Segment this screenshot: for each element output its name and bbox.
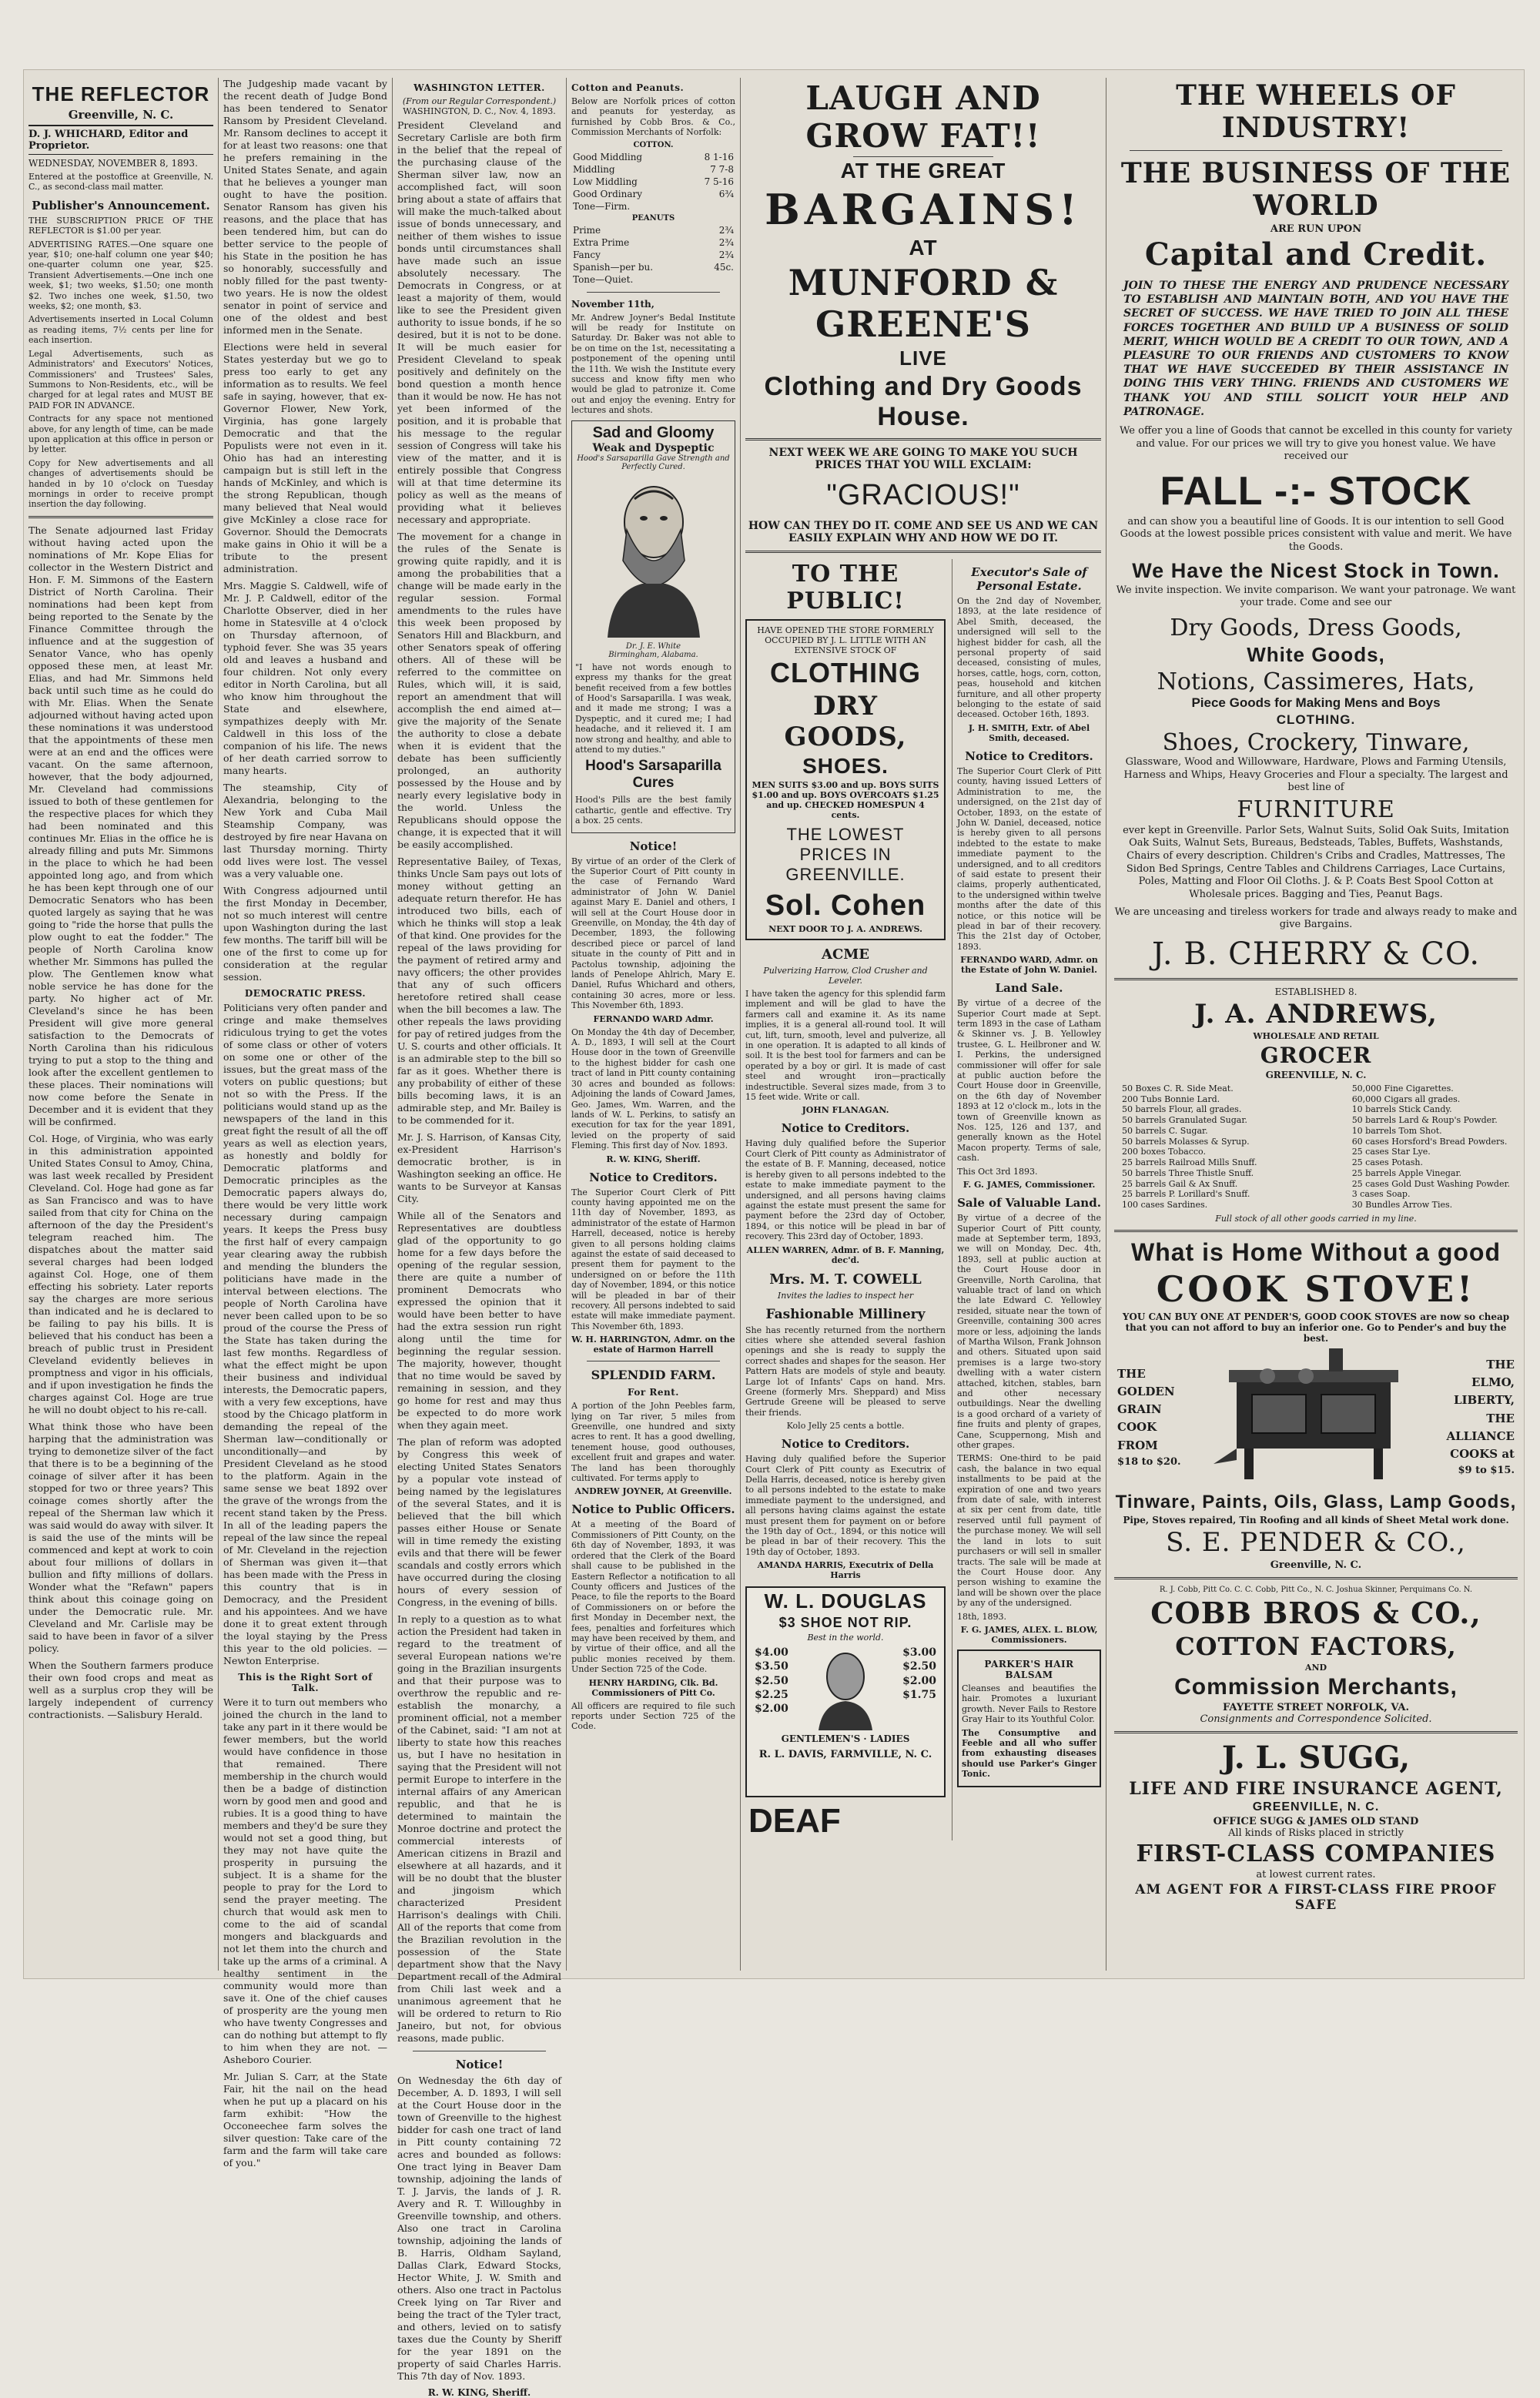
- next-door: NEXT DOOR TO J. A. ANDREWS.: [768, 924, 922, 934]
- pender-name: S. E. PENDER & CO.,: [1166, 1526, 1466, 1558]
- officers-heading: Notice to Public Officers.: [571, 1502, 735, 1517]
- sugg-agent: LIFE AND FIRE INSURANCE AGENT,: [1129, 1778, 1503, 1799]
- list-item: 25 cases Potash.: [1351, 1157, 1423, 1167]
- to-the-public: TO THE PUBLIC!: [786, 561, 905, 615]
- column-5-6-header: [741, 78, 1106, 1971]
- and-text: AND: [1304, 1662, 1327, 1673]
- parker-heading: PARKER'S HAIR BALSAM: [984, 1658, 1074, 1680]
- live-text: LIVE: [899, 347, 947, 370]
- list-item: 200 boxes Tobacco.: [1122, 1147, 1206, 1157]
- washington-letter-heading: WASHINGTON LETTER.: [413, 82, 545, 93]
- commission-merchants: Commission Merchants,: [1174, 1673, 1458, 1700]
- table-row: Prime 2¾: [573, 224, 734, 236]
- furniture-word: FURNITURE: [1237, 795, 1395, 823]
- table-row: Fancy 2¾: [573, 249, 734, 260]
- piece-goods-line: Piece Goods for Making Mens and Boys: [1191, 695, 1441, 710]
- notice-heading: Notice!: [455, 2058, 504, 2071]
- cotton-prices-table: [571, 151, 735, 213]
- list-item: 50,000 Fine Cigarettes.: [1351, 1083, 1454, 1094]
- list-item: 30 Bundles Arrow Ties.: [1351, 1200, 1453, 1210]
- list-item: 25 cases Star Lye.: [1351, 1147, 1431, 1157]
- executor-heading: Executor's Sale of Personal Estate.: [971, 565, 1087, 593]
- article-congress: With Congress adjourned until the first Monday in December, not so much interest will centre upon Washington during the last few months. The tariff bill will be one of the first to come up for consideration at the regular session.: [223, 885, 387, 983]
- inventory-right: [1352, 1083, 1510, 1211]
- editor-line: D. J. WHICHARD, Editor and Proprietor.: [28, 125, 213, 155]
- divider: [745, 438, 1101, 440]
- stove-brands-right: THE ELMO, LIBERTY, THE ALLIANCE COOKS at $9 to $15.: [1446, 1357, 1515, 1477]
- table-row: Low Middling 7 5-16: [573, 176, 734, 187]
- cherry-name: J. B. CHERRY & CO.: [1151, 936, 1481, 972]
- dry-goods-line: Dry Goods, Dress Goods,: [1170, 614, 1462, 641]
- land-sale-text: By virtue of a decree of the Superior Court made at Sept. term 1893 in the case of Latham & Skinner vs. J. B. Yellowley trustee, G. L. Heilbroner and W. I. Perkins, the undersigned commissioner will offer for sale at public auction before the Court House door in Greenville, on the 6th day of November 1893 at 12 o'clock m., lots in the town of Greenville known as Nos. 125, 126 and 137, and generally known as the Hotel Macon property. Terms of sale, cash.: [957, 998, 1101, 1164]
- divider: [745, 551, 1101, 553]
- inventory-left: [1122, 1083, 1257, 1211]
- suits-prices: MEN SUITS $3.00 and up. BOYS SUITS $1.00 and up. BOYS OVERCOATS $1.25 and up. CHECKED HOMESPUN 4 cents.: [752, 780, 939, 820]
- cook-stove: COOK STOVE!: [1156, 1268, 1476, 1310]
- douglas-tag: GENTLEMEN'S · LADIES: [781, 1733, 910, 1745]
- table-row: Spanish—per bu. 45c.: [573, 261, 734, 273]
- millinery-text: She has recently returned from the northern cities where she attended several fashion openings and she is ready to supply the correct shades and shapes for the season. Her Pattern Hats are models of style and beauty. Large lot of Infants' Caps on hand. Mrs. Greene (formerly Mrs. Sheppard) and Miss Gertrude Greene will be pleased to serve their friends.: [745, 1325, 946, 1418]
- business-headline: THE BUSINESS OF THE WORLD: [1120, 157, 1512, 222]
- fayette-address: FAYETTE STREET NORFOLK, VA.: [1222, 1701, 1410, 1713]
- nov11-heading: November 11th,: [571, 298, 654, 310]
- cobb-name: COBB BROS & CO.,: [1150, 1595, 1481, 1630]
- newspaper-page: [23, 69, 1525, 2398]
- article-hoge: Col. Hoge, of Virginia, who was early in this administration appointed United States Consul to Amoy, China, was last week recalled by President Cleveland. Col. Hoge had gone as far as San Francisco and was to have sailed from that city for China on the afternoon of the day the President's telegram reached him. The dispatches about the matter said several charges had been lodged against Col. Hoge, one of them effecting his sobriety. Later reports say the charges are more serious than indicated and he is declared to be failing to pay his bills. It is believed that his conduct has been a breach of public trust in President Cleveland evidently believes in promptness and vigor in his officials, and if upon investigation he finds the charges against Col. Hoge are true he will no doubt object to his re-call.: [28, 1132, 213, 1415]
- portrait-icon: [811, 1646, 880, 1730]
- peanut-prices-table: [571, 224, 735, 286]
- column-6: [952, 559, 1101, 1840]
- notice-text: By virtue of an order of the Clerk of the Superior Court of Pitt county in the case of Fernando Ward administrator of John W. Daniel against Mary E. Daniel and others, I will sell at the Court House door in Greenville, on Monday, the 4th day of December, 1893, the following described piece or parcel of land situate in the county of Pitt and in Pactolus township, adjoining the lands of Penelope Ahlrich, Mary E. Daniel, Rufus Whichard and others, containing 30 acres, more or less. This November 6th, 1893.: [571, 856, 735, 1011]
- officers-signature: HENRY HARDING, Clk. Bd. Commissioners of Pitt Co.: [588, 1677, 718, 1698]
- douglas-caption: Best in the world.: [807, 1633, 884, 1643]
- farm-subheading: For Rent.: [628, 1387, 679, 1398]
- creditors-text: Having duly qualified before the Superior Court Clerk of Pitt county as Administrator of the estate of B. F. Manning, deceased, notice is hereby given to all persons indebted to the estate to make immediate payment to the undersigned, and all persons having claims against the estate must present the same for payment before the 23rd day of October, 1894, or this notice will be plead in bar of recovery. This 23rd day of October, 1893.: [745, 1138, 946, 1242]
- creditors-heading: Notice to Creditors.: [589, 1170, 718, 1184]
- farm-signature: ANDREW JOYNER, At Greenville.: [574, 1486, 732, 1497]
- article-senate: The Senate adjourned last Friday without having acted upon the nominations of Mr. Kope Elias for collector in the Western District and Hon. F. M. Simmons of the Eastern District of North Carolina. Their nominations had been kept from being reported to the Senate by the Finance Committee through the influence and at the suggestion of Senator Vance, who has openly opposed these men, at least Mr. Elias, and had Mr. Simmons held back until such time as he could do with Mr. Elias. When the Senate adjourned without having acted upon these nominations it was understood that the appointments of these men were at an end and the offices were vacant. On the same afternoon, however, that the body adjourned, Mr. Cleveland had commissions issued to both of these gentlemen for the respective places for which they had been nominated and this continues Mr. Elias in the office he is already filling and puts Mr. Simmons in the place to which he had been appointed long ago, and from which he has been kept through one of our Democratic Senators who has been quoted largely as saying that he was going to "ride the horse that pulls the plow ought to eat the fodder." The people of North Carolina know whether Mr. Simmons has pulled the plow. The Gentlemen know what noble service he has done for the party. No higher act of Mr. Cleveland's since he has been President will give more general satisfaction to the Democrats of North Carolina than his ridiculous trying to put a stop to the thing and look after the excellent gentlemen to these places. Their nominations will now come before the Senate in December and it is evident that they will be confirmed.: [28, 524, 213, 1127]
- fire-proof-safe: AM AGENT FOR A FIRST-CLASS FIRE PROOF SAFE: [1135, 1881, 1497, 1913]
- wheels-headline: THE WHEELS OF INDUSTRY!: [1176, 79, 1456, 144]
- washington-p6: The plan of reform was adopted by Congress this week of electing United States Senators by a popular vote instead of being named by the legislatures of the several States, and it is believed that the bill which passes either House or Senate will in time remedy the existing evils and that there will be fewer scandals and costly errors which have occurred during the closing hours of every session of Congress, in the evening of bills.: [397, 1436, 561, 1608]
- notice-signature: FERNANDO WARD Admr.: [593, 1013, 714, 1024]
- established: ESTABLISHED 8.: [1274, 986, 1358, 997]
- column-1: [24, 78, 218, 1971]
- divider: [1114, 1731, 1518, 1733]
- washington-p5: While all of the Senators and Representatives are doubtless glad of the opportunity to go home for a few days before the opening of the regular session, there are quite a number of prominent Democrats who expressed the opinion that it would have been better to have had the extra session run right along until the time for beginning the regular session. The majority, however, thought that no time would be saved by remaining in session, and they go home for rest and may thus be expected to do more work when they again meet.: [397, 1210, 561, 1431]
- clothing-line: CLOTHING.: [1276, 712, 1356, 727]
- lowest-prices: THE LOWEST PRICES IN GREENVILLE.: [785, 825, 906, 884]
- acme-signature: JOHN FLANAGAN.: [802, 1105, 889, 1116]
- list-item: 50 barrels Granulated Sugar.: [1122, 1115, 1247, 1125]
- divider: [1114, 978, 1518, 980]
- sarsaparilla-ad: [571, 420, 735, 833]
- cotton-heading: Cotton and Peanuts.: [571, 82, 685, 93]
- article-carr: Mr. Julian S. Carr, at the State Fair, hit the nail on the head when he put up a placard on his farm exhibit: "How the Occoneechee farm solves the silver question: Take care of the farm and the farm will take care of you.": [223, 2071, 387, 2169]
- table-row: Middling 7 7-8: [573, 163, 734, 175]
- table-row: Tone—Firm.: [573, 200, 631, 212]
- sugg-town: GREENVILLE, N. C.: [1252, 1800, 1380, 1814]
- list-item: 25 barrels Apple Vinegar.: [1351, 1167, 1462, 1178]
- millinery-heading: Mrs. M. T. COWELL: [769, 1271, 922, 1288]
- cotton-intro: Below are Norfolk prices of cotton and peanuts for yesterday, as furnished by Cobb Bros. & Co., Commission Merchants of Norfolk:: [571, 96, 735, 138]
- publisher-announcement-heading: Publisher's Announcement.: [32, 198, 210, 213]
- join-text: JOIN TO THESE THE ENERGY AND PRUDENCE NECESSARY TO ESTABLISH AND MAINTAIN BOTH, AND YOU HAVE THE SECRET OF SUCCESS. WE HAVE TRIED TO JOIN ALL THESE FORCES TOGETHER AND BUILD UP A BUSINESS OF SOLID MERIT, WHICH WOULD BE A CREDIT TO OUR TOWN, AND A PLEASURE TO OUR FRIENDS AND CUSTOMERS TO KNOW THAT WE HAVE SUCCEEDED BY THEIR ASSISTANCE IN DOING THIS VERY THING. FRIENDS AND CUSTOMERS WE THANK YOU AND STILL SOLICIT YOUR HELP AND PATRONAGE.: [1123, 280, 1508, 418]
- column-7: [1106, 78, 1525, 1971]
- run-upon: ARE RUN UPON: [1270, 223, 1362, 235]
- democratic-press-heading: DEMOCRATIC PRESS.: [244, 988, 367, 999]
- dateline-place: Greenville, N. C.: [68, 108, 174, 122]
- executor-text: On the 2nd day of November, 1893, at the late residence of Abel Smith, deceased, the undersigned will sell to the highest bidder for cash, all the personal property of said deceased, consisting of mules, horses, cattle, hogs, corn, cotton, peas, household and kitchen furniture, and all other property belonging to the estate of said deceased. October 16th, 1893.: [957, 596, 1101, 720]
- divider: [1114, 1230, 1518, 1232]
- subscription-price: THE SUBSCRIPTION PRICE OF THE REFLECTOR is $1.00 per year.: [28, 215, 213, 236]
- table-row: Extra Prime 2¾: [573, 236, 734, 248]
- opened-text: HAVE OPENED THE STORE FORMERLY OCCUPIED BY J. L. LITTLE WITH AN EXTENSIVE STOCK OF: [757, 625, 934, 655]
- portrait-engraving: [596, 476, 711, 638]
- millinery-subheading: Fashionable Millinery: [765, 1306, 926, 1322]
- lowest-rates: at lowest current rates.: [1256, 1868, 1376, 1881]
- dry-goods-word: DRY GOODS,: [784, 691, 907, 752]
- millinery-note: Kolo Jelly 25 cents a bottle.: [786, 1421, 905, 1432]
- nicest-stock: We Have the Nicest Stock in Town.: [1132, 558, 1500, 582]
- article-right-sort: Were it to turn out members who joined the church in the land to take any part in it there would be fewer members, but the world would have confidence in those that remained. There membership in the church would then be a badge of distinction worn by good men and good and rubies. It is a good thing to have members and they'd be sure they would not set a good thing, but they may not have quite the prosperity in pursuing the subject. It is a shame for the people to pray for the Lord to send the prayer meeting. The church that would ask men to come to the aid of scandal mongers and blackguards and not let them into the church and take up the arms of a criminal. A healthy sentiment in the community would more than save it. One of the chief causes of prosperity are the young men who have twenty Congresses and can do nothing but attempt to fly to him when they are not. —Asheboro Courier.: [223, 1696, 387, 2065]
- stove-icon: [1214, 1348, 1414, 1487]
- show-text: and can show you a beautiful line of Goods. It is our intention to sell Good Goods at the lowest possible prices consistent with value and merit. We have the Goods.: [1120, 515, 1512, 553]
- article-silver: What think those who have been harping that the administration was trying to demonetize silver of the fact that there is to be a beginning of the coinage of silver after it has been stopped for two or three years? This coinage comes shortly after the repeal of the Sherman law which it was said would do away with silver. It is said the use of the mints will be commenced and kept at work to coin about four millions of dollars in bullion and fifty millions of dollars. Wonder what the "Refawn" papers think about this coinage going on under the Democratic rule. Mr. Cleveland and Mr. Carlisle may be said to have been in favor of a silver policy.: [28, 1420, 213, 1654]
- creditors-text: The Superior Court Clerk of Pitt county, having issued Letters of Administration to me, the undersigned, on the 21st day of October, 1893, on the estate of John W. Daniel, deceased, notice is hereby given to all persons indebted to the estate to make immediate payment to the undersigned, and to all creditors of said estate to present their claims, properly authenticated, to the undersigned within twelve months after the date of this notice, or this notice will be plead in bar of their recovery. This the 21st day of October, 1893.: [957, 765, 1101, 952]
- masthead: THE REFLECTOR: [32, 82, 210, 105]
- how-can-text: HOW CAN THEY DO IT. COME AND SEE US AND WE CAN EASILY EXPLAIN WHY AND HOW WE DO IT.: [748, 520, 1099, 544]
- list-item: 25 barrels Railroad Mills Snuff.: [1122, 1157, 1257, 1167]
- list-item: 100 cases Sardines.: [1122, 1200, 1208, 1210]
- next-week-text: NEXT WEEK WE ARE GOING TO MAKE YOU SUCH PRICES THAT YOU WILL EXCLAIM:: [768, 447, 1078, 471]
- dateline: WASHINGTON, D. C., Nov. 4, 1893.: [403, 106, 556, 116]
- douglas-prices-left: $4.00 $3.50 $2.50 $2.25 $2.00: [755, 1646, 788, 1715]
- divider: [1130, 150, 1502, 151]
- can-buy-text: YOU CAN BUY ONE AT PENDER'S, GOOD COOK STOVES are now so cheap that you can not afford to buy an inferior one. Go to Pender's and buy the best.: [1122, 1311, 1510, 1344]
- list-item: 10 barrels Tom Shot.: [1351, 1125, 1442, 1136]
- douglas-subheading: $3 SHOE NOT RIP.: [778, 1615, 912, 1631]
- portrait-caption: Dr. J. E. White: [625, 641, 681, 651]
- parker-consumptive: The Consumptive and Feeble and all who suffer from exhausting diseases should use Parker's Ginger Tonic.: [962, 1727, 1096, 1780]
- shoes-line: Shoes, Crockery, Tinware,: [1162, 728, 1470, 756]
- table-row: Good Ordinary 6¾: [573, 188, 734, 199]
- list-item: 50 barrels Flour, all grades.: [1122, 1104, 1242, 1115]
- sol-cohen: Sol. Cohen: [765, 889, 926, 922]
- article-judgeship: The Judgeship made vacant by the recent death of Judge Bond has been tendered to Senator Ransom by President Cleveland. Mr. Ransom declines to accept it for at least two reasons: one that he prefers remaining in the United States Senate, and again that he believes a younger man ought to have the position. Senator Ransom has given his reasons, and the place that has been tendered him, but can do better service to the people of his State in the position he has so honorably, successfully and nobly filled for the past twenty-two years. He is now the oldest senator in point of service and one of the oldest and best informed men in the Senate.: [223, 78, 387, 336]
- list-item: 25 barrels P. Lorillard's Snuff.: [1122, 1189, 1250, 1200]
- creditors2-text: Having duly qualified before the Superior Court Clerk of Pitt county as Executrix of Della Harris, deceased, notice is hereby given to all persons indebted to the estate to make immediate payment to the undersigned, and all persons having claims against the estate must present them for payment on or before the 19th day of Oct., 1894, or this notice will be plead in bar of their recovery. This the 19th day of October, 1893.: [745, 1454, 946, 1557]
- creditors-signature: ALLEN WARREN, Admr. of B. F. Manning, dec'd.: [746, 1244, 945, 1265]
- acme-subheading: Pulverizing Harrow, Clod Crusher and Leveler.: [763, 966, 928, 986]
- column-5-body: [745, 559, 946, 1840]
- list-item: 10 barrels Stick Candy.: [1351, 1104, 1452, 1115]
- column-3: [393, 78, 566, 2398]
- officers-note: All officers are required to file such reports under Section 725 of the Code.: [571, 1700, 735, 1732]
- notice-signature-2: R. W. KING, Sheriff.: [606, 1154, 701, 1164]
- washington-p1: President Cleveland and Secretary Carlisle are both firm in the belief that the repeal of the purchasing clause of the Sherman silver law, now an accomplished fact, will soon bring about a state of affairs that will make the much-talked about issue of bonds unnecessary, and neither of them wishes to issue bonds until circumstances shall have made such an issue absolutely necessary. The Democrats in Congress, or at least a majority of them, would like to see the President given authority to issue bonds, if he so desired, but it is not to be done. It will be much easier for President Cleveland to speak positively and definitely on the bond question a month hence than it would be now. He has not yet been informed of the position, and it is probable that his message to the regular session of Congress will take his view of the matter, and it is entirely possible that Congress will at that time determine its policy as well as the means of providing what it believes necessary and appropriate.: [397, 119, 561, 525]
- creditors2-heading: Notice to Creditors.: [781, 1437, 910, 1452]
- parker-text: Cleanses and beautifies the hair. Promotes a luxuriant growth. Never Fails to Restore Gray Hair to its Youthful Color.: [962, 1683, 1096, 1725]
- list-item: 50 barrels Three Thistle Snuff.: [1122, 1167, 1254, 1178]
- stove-brands-left: THE GOLDEN GRAIN COOK FROM $18 to $20.: [1117, 1366, 1181, 1468]
- invite-text: We invite inspection. We invite comparison. We want your patronage. We want your trade. Come and see our: [1116, 584, 1516, 609]
- what-is-home: What is Home Without a good: [1131, 1238, 1501, 1266]
- list-item: 200 Tubs Bonnie Lard.: [1122, 1094, 1220, 1104]
- local-ads: Advertisements inserted in Local Column as reading items, 7½ cents per line for each insertion.: [28, 314, 213, 346]
- valuable-land-text: By virtue of a decree of the Superior Court of Pitt county, made at September term, 1893, we will on Monday, Dec. 4th, 1893, sell at public auction at the Court House door in Greenville, North Carolina, that valuable tract of land on which the late Edward C. Yellowley resided, situate near the town of Greenville, containing 300 acres more or less, adjoining the lands of Martha Wilson, Frank Johnson and others. Situated upon said premises is a large two-story dwelling with a water cistern attached, kitchen, stables, barn and other necessary outbuildings. Near the dwelling is a good orchard of a variety of fine fruits and plenty of grapes, Cane, Scuppernong, Mish and other grapes.: [957, 1213, 1101, 1451]
- list-item: 50 Boxes C. R. Side Meat.: [1122, 1083, 1234, 1094]
- article-democratic-press: Politicians very often pander and cringe and make themselves ridiculous trying to get the votes of some class or other of voters on some one or other of the issues, but the great mass of the voters on public questions; but not so with the Press. If the politicians would stand up as the newspapers of the land in this great fight the result of all the off years as well as election years, as honestly and boldly for Democratic platforms and Democratic principles as the Democratic papers always do, there would be very little work necessary during campaign years. It keeps the Press busy the first half of every campaign year clearing away the rubbish and mending the blunders the politicians have made in the interval between elections. The people of North Carolina have never been called upon to be so proud of the course the Press of the State has taken during the last few months. Regardless of what the effect might be upon their business and individual interests, the Democratic papers, with a very few exceptions, have stood by the Chicago platform in demanding the repeal of the Sherman law—conditionally or unconditionally—and by President Cleveland as he stood to the platform. Again in the same sense we beat 1892 over the grave of the wrongs from the recent stand taken by the Press. In all of the leading papers the repeal of the law since the repeal of Mr. Cleveland in the rejection of Sherman was given it—that has been made with the Press in this country that is in Democracy, and the President and his appointees. And we have done it to great extent through the loyal staying by the Press this year to the old policies. —Newton Enterprise.: [223, 1002, 387, 1666]
- sugg-office: OFFICE SUGG & JAMES OLD STAND: [1213, 1815, 1419, 1827]
- column-4: [567, 78, 740, 1971]
- washington-p2: The movement for a change in the rules of the Senate is growing quite rapidly, and it is among the probabilities that a change will be made early in the regular session. Formal amendments to the rules have this week been proposed by Senators Hill and Blackburn, and other Senators speak of offering others. All of these will be referred to the committee on Rules, which will, it is said, report an amendment that will accomplish the end aimed at—give the majority of the Senate the authority to close a debate when it is evident that the debate has been sufficiently prolonged, an authority possessed by the House and by nearly every legislative body in the world. Unless the Republicans should oppose the change, it is expected that it will be easily accomplished.: [397, 531, 561, 850]
- bargains-headline: BARGAINS!: [765, 185, 1082, 234]
- acme-heading: ACME: [822, 946, 869, 963]
- executor-signature: J. H. SMITH, Extr. of Abel Smith, deceased.: [968, 722, 1090, 743]
- land-sale-date: This Oct 3rd 1893.: [957, 1166, 1038, 1177]
- farm-text: A portion of the John Peebles farm, lying on Tar river, 5 miles from Greenville, one hundred and sixty acres to rent. It has a good dwelling, tenement house, good outhouses, excellent fruit and grapes and water. The land has been thoroughly cultivated. For terms apply to: [571, 1401, 735, 1484]
- ad-title: Sad and Gloomy: [592, 424, 715, 441]
- furniture-text: ever kept in Greenville. Parlor Sets, Walnut Suits, Solid Oak Suits, Imitation Oak Suits, Walnut Sets, Bureaus, Bedsteads, Tables, Buffets, Washstands, Chairs of every description. Children's Cribs and Cradles, Mattresses, The Sidon Bed Springs, Centre Tables and Childrens Carriages, Lace Curtains, Poles, Matting and Floor Oil Cloths. J. & P. Coats Best Spool Cotton at Wholesale prices. Bagging and Ties, Peanut Bags.: [1123, 824, 1509, 900]
- byline: (From our Regular Correspondent.): [402, 96, 557, 106]
- grocer-inventory: [1122, 1083, 1510, 1211]
- deaf-ad: DEAF: [748, 1802, 841, 1840]
- stove-illustration-row: [1117, 1348, 1515, 1487]
- cotton-label: COTTON.: [633, 140, 674, 149]
- greenville: GREENVILLE, N. C.: [1265, 1069, 1367, 1080]
- sugg-name: J. L. SUGG,: [1221, 1739, 1411, 1776]
- list-item: 50 barrels C. Sugar.: [1122, 1125, 1208, 1136]
- entry-notice: Entered at the postoffice at Greenville, N. C., as second-class mail matter.: [28, 172, 213, 193]
- land-sale-heading: Land Sale.: [995, 981, 1063, 996]
- white-goods-line: White Goods,: [1247, 642, 1385, 666]
- creditors2-signature: AMANDA HARRIS, Executrix of Della Harris: [757, 1560, 934, 1581]
- officers-text: At a meeting of the Board of Commissioners of Pitt County, on the 6th day of November, 1893, it was ordered that the Clerk of the Board shall cause to be published in the Eastern Reflector a notification to all County officers and Justices of the Peace, to file the reports to the Board of Commissioners on or before the first Monday in December next, the fees, penalties and forfeitures which may have been received by them, and by virtue of their office, and all the public monies received by them. Under Section 725 of the Code.: [571, 1519, 735, 1675]
- contracts: Contracts for any space not mentioned above, for any length of time, can be made upon application at this office in person or by letter.: [28, 414, 213, 455]
- list-item: 50 barrels Lard & Roup's Powder.: [1351, 1115, 1498, 1125]
- acme-text: I have taken the agency for this splendid farm implement and will be glad to have the farmers call and examine it. As its name implies, it is a general all-round tool. It will cut, lift, turn, smooth, level and pulverize, all in one operation. It is adapted to all kinds of soil. It is the best tool for farmers and can be operated by a boy or girl. It is made of cast steel and wrought iron—practically indestructible. Several sizes made, from 3 to 15 feet wide. Write or call.: [745, 989, 946, 1103]
- testimonial: "I have not words enough to express my thanks for the great benefit received from a few bottles of Hood's Sarsaparilla. I was weak, and it made me strong; I was a Dyspeptic, and it cured me; I had headache, and it relieved it. I am now strong and healthy, and able to attend to my duties.": [575, 661, 732, 755]
- creditors-text: The Superior Court Clerk of Pitt county having appointed me on the 11th day of November, 1893, as administrator of the estate of Harmon Harrell, deceased, notice is hereby given to all persons holding claims against the estate of said deceased to present them for payment to the undersigned on or before the 11th day of November, 1894, or this notice will be pleaded in bar of their recovery. All persons indebted to said estate will make immediate payment. This November 6th, 1893.: [571, 1187, 735, 1331]
- hoods-cures: Hood's Sarsaparilla Cures: [585, 758, 721, 792]
- washington-p7: In reply to a question as to what action the President had taken in regard to the treatment of several European nations we're going in the Brazilian insurgents and that their purpose was to overthrow the republic and re-establish the monarchy, a prominent official, not a member of the Cabinet, said: "I am not at liberty to state how this reaches us, but I have no hesitation in saying that the President will not permit Europe to interfere in the internal affairs of any American republic, and that he is determined to maintain the Monroe doctrine and protect the commercial interests of American citizens in Brazil and elsewhere at all hazards, and it will be no doubt that the bluster and jingoism which characterized President Harrison's dealings with Chili. All of the reports that come from the Brazilian revolution in the possession of the State department show that the Navy Department recall of the Admiral from Chili last week and a unanimous agreement that he will be ordered to return to Rio Janeiro, but not, for obvious reasons, made public.: [397, 1613, 561, 2044]
- capital-credit: Capital and Credit.: [1144, 236, 1488, 273]
- grocer-word: GROCER: [1260, 1042, 1372, 1068]
- list-item: 25 cases Gold Dust Washing Powder.: [1351, 1178, 1510, 1189]
- fall-stock: FALL -:- STOCK: [1160, 468, 1472, 514]
- list-item: 50 barrels Molasses & Syrup.: [1122, 1136, 1250, 1147]
- valuable-land-terms: TERMS: One-third to be paid cash, the balance in two equal installments to be paid at the expiration of one and two years from date of sale, with interest at six per cent from date, title reserved until full payment of the purchase money. We will sell the land in lots to suit purchasers or will sell in smaller tracts. The sale will be made at the Court House door. Any person wishing to examine the land will be shown over the place by any of the undersigned.: [957, 1453, 1101, 1609]
- notice-signature: R. W. KING, Sheriff.: [427, 2387, 531, 2398]
- cobb-partners: R. J. Cobb, Pitt Co. C. C. Cobb, Pitt Co., N. C. Joshua Skinner, Perquimans Co. N.: [1159, 1585, 1473, 1594]
- column-2: [219, 78, 392, 2169]
- farm-heading: SPLENDID FARM.: [591, 1368, 716, 1383]
- hoods-pills: Hood's Pills are the best family cathartic, gentle and effective. Try a box. 25 cents.: [575, 795, 732, 826]
- unceasing-text: We are unceasing and tireless workers for trade and always ready to make and give Bargains.: [1114, 906, 1518, 931]
- tinware-line: Tinware, Paints, Oils, Glass, Lamp Goods,: [1115, 1491, 1517, 1512]
- divider: [587, 292, 720, 293]
- peanuts-label: PEANUTS: [631, 213, 675, 223]
- divider: [28, 516, 213, 518]
- article-steamship: The steamship, City of Alexandria, belonging to the New York and Cuba Mail Steamship Company, was destroyed by fire near Havana on last Thursday morning. Thirty odd lives were lost. The vessel was a very valuable one.: [223, 782, 387, 879]
- valuable-land-signature: F. G. JAMES, ALEX. L. BLOW, Commissioners.: [960, 1624, 1098, 1645]
- millinery-invite: Invites the ladies to inspect her: [777, 1290, 914, 1301]
- notice-text: On Wednesday the 6th day of December, A. D. 1893, I will sell at the Court House door in the town of Greenville to the highest bidder for cash one tract of land in Pitt county containing 72 acres and bounded as follows: One tract lying in Beaver Dam township, adjoining the lands of T. J. Jarvis, the lands of J. R. Avery and R. T. Willoughby in Greenville township, and others. Also one tract in Carolina township, adjoining the lands of B. Harris, Oldham Sayland, Dallas Clark, Edward Stocks, Hector White, J. W. Smith and others. Also one tract in Pactolus Creek lying on Tar River and being the tract of the Tyler tract, and others, levied on to satisfy taxes due the County by Sheriff for the year 1891 on the property of said Charles Harris. This 7th day of Nov. 1893.: [397, 2075, 561, 2382]
- right-sort-heading: This is the Right Sort of Talk.: [238, 1672, 373, 1693]
- pender-town: Greenville, N. C.: [1270, 1559, 1362, 1571]
- ad-subtitle: Weak and Dyspeptic: [592, 441, 715, 454]
- creditors-heading: Notice to Creditors.: [965, 749, 1093, 763]
- issue-date: WEDNESDAY, NOVEMBER 8, 1893.: [28, 158, 198, 169]
- list-item: 3 cases Soap.: [1351, 1189, 1411, 1200]
- table-row: Good Middling 8 1-16: [573, 151, 734, 162]
- divider: [853, 156, 993, 157]
- advertising-rates: ADVERTISING RATES.—One square one year, $10; one-half column one year $40; one-quarter column one year, $25. Transient Advertisements.—One inch one week, $1; two weeks, $1.50; one month $2. Two inches one week, $1.50, two weeks, $2; one month, $3.: [28, 239, 213, 312]
- legal-ads: Legal Advertisements, such as Administrators' and Executors' Notices, Commissioners' and Trustees' Sales, Summons to Non-Residents, etc., will be charged for at legal rates and MUST BE PAID FOR IN ADVANCE.: [28, 348, 213, 410]
- laugh-headline: LAUGH AND GROW FAT!!: [805, 79, 1041, 155]
- valuable-land-heading: Sale of Valuable Land.: [957, 1196, 1101, 1211]
- andrews-name: J. A. ANDREWS,: [1194, 998, 1438, 1030]
- shoes-word: SHOES.: [802, 754, 889, 778]
- portrait-city: Birmingham, Alabama.: [608, 650, 698, 659]
- creditors-signature: FERNANDO WARD, Admr. on the Estate of John W. Daniel.: [960, 955, 1098, 976]
- clothing-word: CLOTHING: [770, 657, 921, 688]
- creditors-signature: W. H. HARRINGTON, Admr. on the estate of Harmon Harrell: [571, 1335, 735, 1355]
- clothing-house: Clothing and Dry Goods House.: [764, 372, 1083, 431]
- notions-line: Notions, Cassimeres, Hats,: [1157, 668, 1475, 695]
- nov11-text: Mr. Andrew Joyner's Bedal Institute will be ready for Institute on Saturday. Dr. Baker was not able to be on time on the 1st, necessitating a postponement of the opening until the 11th. We wish the Institute every success and know fifty men who would be glad to patronize it. Come out and enjoy the evening. Entry for lectures and shots.: [571, 312, 735, 416]
- article-elections: Elections were held in several States yesterday but we go to press too early to get any information as to results. We feel safe in saying, however, that ex-Governor Flower, New York, Virginia, has gone largely Democratic and that the Populists were not even in it. Ohio has had an interesting campaign but is still left in the hands of McKinley, and which is the strong Republican, though many believed that Neal would give McKinley a close race for Governor. Should the Democrats make gains in Ohio it will be a tribute to the present administration.: [223, 341, 387, 574]
- consignments: Consignments and Correspondence Solicited.: [1200, 1713, 1432, 1725]
- at-the-great: AT THE GREAT: [840, 159, 1006, 183]
- davis-dealer: R. L. DAVIS, FARMVILLE, N. C.: [758, 1749, 932, 1761]
- full-stock: Full stock of all other goods carried in my line.: [1215, 1213, 1417, 1224]
- glassware-text: Glassware, Wood and Willowware, Hardware, Plows and Farming Utensils, Harness and Whips, Heavy Groceries and Flour a specialty. The largest and best line of: [1123, 755, 1508, 794]
- pipe-text: Pipe, Stoves repaired, Tin Roofing and all kinds of Sheet Metal work done.: [1123, 1514, 1509, 1526]
- list-item: 25 barrels Gail & Ax Snuff.: [1122, 1178, 1238, 1189]
- sol-cohen-ad: [745, 619, 946, 940]
- copy-notice: Copy for New advertisements and all changes of advertisements should be handed in by 10 o'clock on Tuesday mornings in order to receive prompt insertion the day following.: [28, 457, 213, 510]
- douglas-heading: W. L. DOUGLAS: [764, 1589, 927, 1613]
- table-row: Tone—Quiet.: [573, 273, 634, 285]
- notice-heading: Notice!: [629, 839, 678, 853]
- cotton-factors: COTTON FACTORS,: [1175, 1631, 1457, 1661]
- munford-greene: MUNFORD & GREENE'S: [788, 262, 1059, 345]
- land-sale-signature: F. G. JAMES, Commissioner.: [962, 1180, 1096, 1191]
- washington-p3: Representative Bailey, of Texas, thinks Uncle Sam pays out lots of money without getting an adequate return therefor. He has introduced two bills, each of which he thinks will stop a leak of that kind. One provides for the repeal of the laws providing for the payment of retired army and navy officers; the other provides that any of such officers heretofore retired shall cease when the bill becomes a law. The other repeals the laws providing for pay of retired judges from the U. S. courts and other officials. It is an admirable step to the bill so far as it goes. Whether there is any probability of either of these bills becoming laws, it is an admirable step, and Mr. Bailey is to be commended for it.: [397, 856, 561, 1126]
- wholesale-retail: WHOLESALE AND RETAIL: [1253, 1030, 1379, 1041]
- sugg-risks: All kinds of Risks placed in strictly: [1227, 1827, 1404, 1839]
- article-caldwell: Mrs. Maggie S. Caldwell, wife of Mr. J. P. Caldwell, editor of the Charlotte Observer, died in her home in Statesville at 4 o'clock on Thursday afternoon, of typhoid fever. She was 35 years old and leaves a husband and four children. Not only every editor in North Carolina, but all who know him throughout the State and elsewhere, sympathizes deeply with Mr. Caldwell in this loss of the companion of his life. The news of her death carried sorrow to many hearts.: [223, 580, 387, 776]
- at-text: AT: [909, 236, 938, 260]
- gracious-headline: "GRACIOUS!": [826, 479, 1020, 511]
- washington-p4: Mr. J. S. Harrison, of Kansas City, ex-President Harrison's democratic brother, is in Washington seeking an office. He wants to be Surveyor at Kansas City.: [397, 1131, 561, 1204]
- parker-ad: [957, 1649, 1101, 1787]
- offer-text: We offer you a line of Goods that cannot be excelled in this county for variety and value. For our prices we will try to give you honest value. We have received our: [1120, 424, 1512, 463]
- douglas-prices-right: $3.00 $2.50 $2.00 $1.75: [902, 1646, 936, 1701]
- article-farmers: When the Southern farmers produce their own food crops and meat as well as a surplus crop they will be largely independent of currency contractionists. —Salisbury Herald.: [28, 1659, 213, 1720]
- list-item: 60,000 Cigars all grades.: [1351, 1094, 1461, 1104]
- first-class: FIRST-CLASS COMPANIES: [1136, 1840, 1496, 1867]
- creditors-heading: Notice to Creditors.: [781, 1121, 910, 1136]
- ad-tagline: Hood's Sarsaparilla Gave Strength and Perfectly Cured.: [577, 454, 730, 471]
- douglas-shoe-ad: [745, 1586, 946, 1797]
- valuable-land-date: 18th, 1893.: [957, 1611, 1006, 1622]
- list-item: 60 cases Horsford's Bread Powders.: [1351, 1136, 1508, 1147]
- divider: [1114, 1577, 1518, 1579]
- notice-text-2: On Monday the 4th day of December, A. D., 1893, I will sell at the Court House door in the town of Greenville to the highest bidder for cash one tract of land in Pitt county containing 30 acres and bounded as follows: Adjoining the lands of Coward James, Geo. James, Wm. Warren, and the lands of W. L. Perkins, to satisfy an execution for tax for the year 1891, levied on the property of said Fleming. This first day of Nov. 1893.: [571, 1027, 735, 1151]
